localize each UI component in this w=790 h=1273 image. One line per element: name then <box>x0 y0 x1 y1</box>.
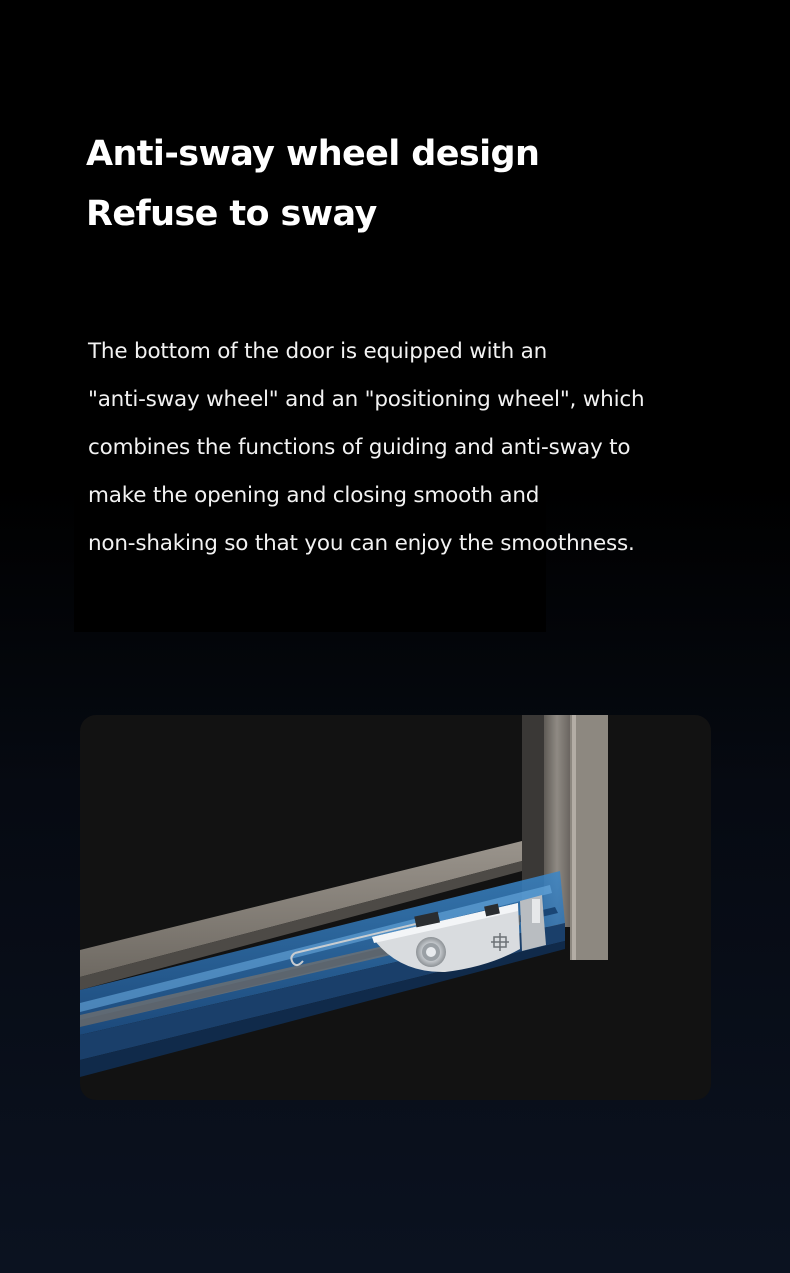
description-line-1: The bottom of the door is equipped with an <box>88 339 548 364</box>
headline-line-1: Anti-sway wheel design <box>86 134 540 174</box>
headline-line-2: Refuse to sway <box>86 194 377 234</box>
description <box>88 328 728 568</box>
description-line-2: "anti-sway wheel" and an "positioning wheel", which <box>88 387 645 412</box>
description-line-5: non-shaking so that you can enjoy the smoothness. <box>88 531 635 556</box>
description-line-4: make the opening and closing smooth and <box>88 483 540 508</box>
headline <box>86 124 706 244</box>
positioning-wheel <box>416 937 446 967</box>
description-line-3: combines the functions of guiding and anti-sway to <box>88 435 631 460</box>
anti-sway-wheel-illustration <box>80 715 711 1100</box>
product-image-card <box>80 715 711 1100</box>
